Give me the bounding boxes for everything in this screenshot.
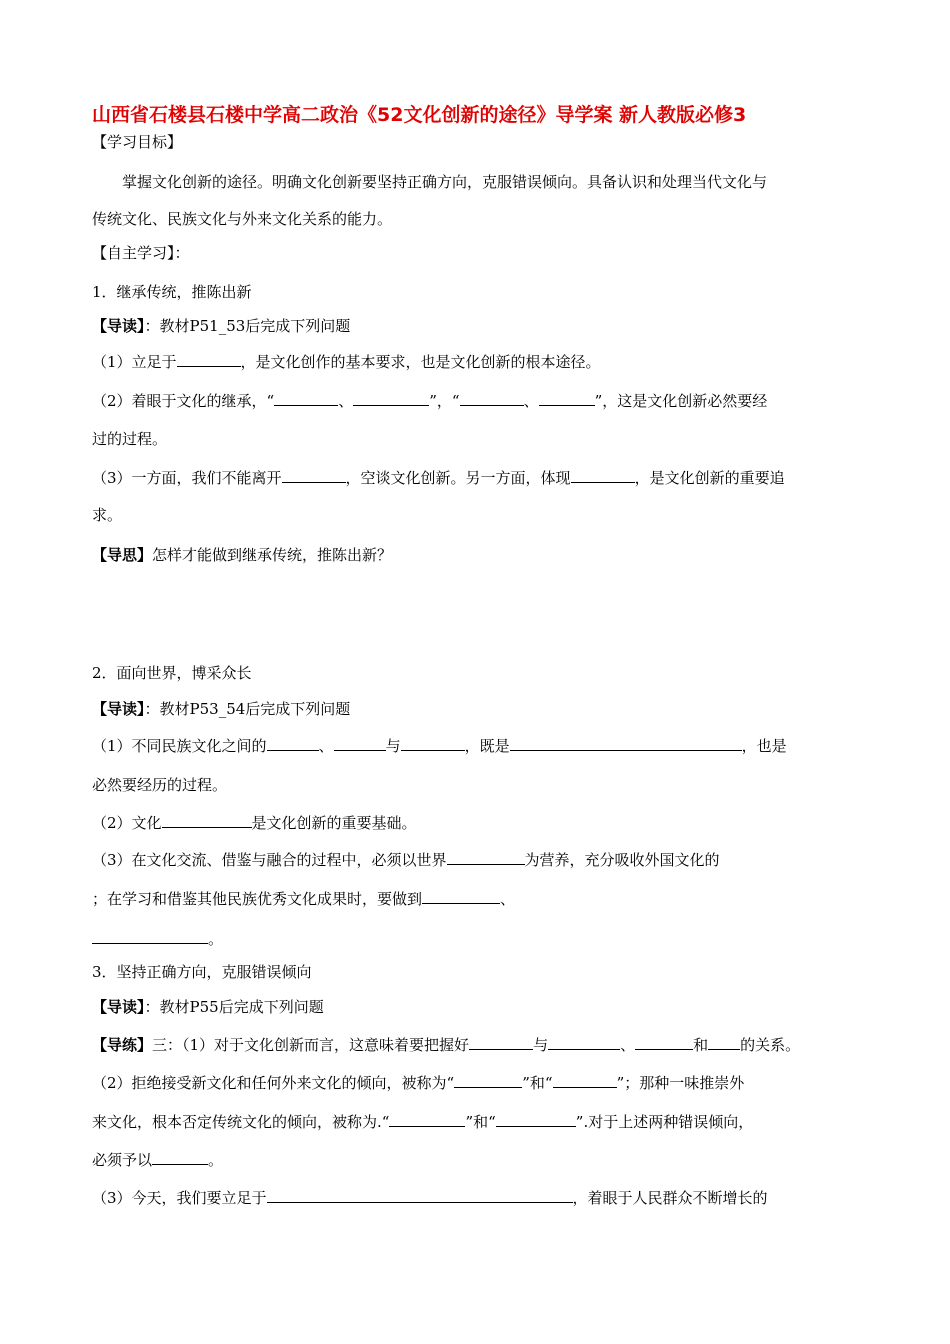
s2-question-3-end: [92, 928, 223, 949]
q-text: ”.对于上述两种错误倾向，: [575, 1113, 754, 1131]
blank: [274, 390, 338, 406]
section-1-think: [92, 545, 392, 565]
q-text: （2）着眼于文化的继承，“: [92, 392, 275, 410]
q-text: ，空谈文化创新。另一方面，体现: [345, 469, 571, 487]
guide-label: 【导读】: [92, 998, 145, 1016]
s2-question-2: [92, 812, 417, 833]
q-text: ”，“: [429, 392, 460, 410]
practice-label: 【导练】: [92, 1036, 153, 1054]
q-text: 、: [500, 890, 516, 908]
s3-practice-2-cont: [92, 1111, 753, 1132]
s3-practice-1: [92, 1034, 800, 1055]
q-text: 与: [533, 1036, 549, 1054]
guide-label: 【导读】: [92, 317, 145, 335]
blank: [496, 1111, 576, 1127]
blank: [267, 1187, 573, 1203]
blank: [548, 1034, 620, 1050]
blank: [454, 1072, 522, 1088]
think-label: 【导思】: [92, 546, 153, 564]
blank: [553, 1072, 617, 1088]
goal-line-1: 掌握文化创新的途径。明确文化创新要坚持正确方向，克服错误倾向。具备认识和处理当代文化与: [122, 173, 768, 191]
q-text: ，着眼于人民群众不断增长的: [572, 1189, 768, 1207]
section-1-guide: [92, 316, 350, 336]
q-text: 。: [208, 930, 224, 948]
blank: [460, 390, 524, 406]
q-text: ”；那种一味推崇外: [616, 1074, 745, 1092]
q-text: ”和“: [522, 1074, 553, 1092]
think-text: 怎样才能做到继承传统，推陈出新？: [152, 546, 393, 564]
blank: [401, 735, 465, 751]
q-text: 是文化创新的重要基础。: [251, 814, 417, 832]
blank: [177, 351, 241, 367]
q-text: ”和“: [465, 1113, 496, 1131]
q-text: 与: [385, 737, 401, 755]
blank: [422, 888, 500, 904]
q-text: 、: [338, 392, 354, 410]
s1-question-2-cont: 过的过程。: [92, 430, 168, 448]
s3-practice-2-end: [92, 1149, 223, 1170]
section-3-heading: 3．坚持正确方向，克服错误倾向: [92, 963, 312, 981]
q-text: （1）不同民族文化之间的: [92, 737, 267, 755]
section-2-heading: 2．面向世界，博采众长: [92, 664, 252, 682]
blank: [510, 735, 742, 751]
s1-question-3: [92, 467, 785, 488]
section-1-heading: 1．继承传统，推陈出新: [92, 283, 252, 301]
s2-question-3: [92, 849, 720, 870]
blank: [389, 1111, 465, 1127]
blank: [447, 849, 525, 865]
blank: [469, 1034, 533, 1050]
q-text: （1）立足于: [92, 353, 177, 371]
blank: [282, 467, 346, 483]
goal-heading: 【学习目标】: [92, 133, 183, 151]
blank: [152, 1149, 208, 1165]
goal-line-2: 传统文化、民族文化与外来文化关系的能力。: [92, 210, 393, 228]
q-text: 必须予以: [92, 1151, 153, 1169]
q-text: 三：（1）对于文化创新而言，这意味着要把握好: [152, 1036, 470, 1054]
s2-question-3-cont: [92, 888, 515, 909]
guide-label: 【导读】: [92, 700, 145, 718]
guide-text: ：教材P55后完成下列问题: [144, 998, 324, 1016]
q-text: 为营养，充分吸收外国文化的: [524, 851, 720, 869]
s1-question-1: [92, 351, 601, 372]
s1-question-2: [92, 390, 767, 411]
blank: [353, 390, 429, 406]
self-study-heading: 【自主学习】：: [92, 244, 190, 262]
s2-question-1-cont: 必然要经历的过程。: [92, 776, 228, 794]
q-text: （2）文化: [92, 814, 162, 832]
section-2-guide: [92, 699, 350, 719]
guide-text: ：教材P51_53后完成下列问题: [144, 317, 351, 335]
blank: [267, 735, 319, 751]
q-text: 、: [620, 1036, 636, 1054]
q-text: ”，这是文化创新必然要经: [594, 392, 768, 410]
s2-question-1: [92, 735, 787, 756]
s3-practice-3: [92, 1187, 768, 1208]
q-text: 。: [208, 1151, 224, 1169]
q-text: 来文化，根本否定传统文化的倾向，被称为.“: [92, 1113, 390, 1131]
q-text: ；在学习和借鉴其他民族优秀文化成果时，要做到: [92, 890, 423, 908]
blank: [635, 1034, 693, 1050]
q-text: （3）一方面，我们不能离开: [92, 469, 282, 487]
document-title: 山西省石楼县石楼中学高二政治《52文化创新的途径》导学案 新人教版必修3: [92, 104, 747, 126]
blank: [539, 390, 595, 406]
q-text: 、: [318, 737, 334, 755]
blank: [334, 735, 386, 751]
guide-text: ：教材P53_54后完成下列问题: [144, 700, 351, 718]
q-text: （3）今天，我们要立足于: [92, 1189, 267, 1207]
section-3-guide: [92, 997, 324, 1017]
blank: [92, 928, 208, 944]
q-text: ，是文化创作的基本要求，也是文化创新的根本途径。: [240, 353, 601, 371]
blank: [162, 812, 252, 828]
q-text: 、: [523, 392, 539, 410]
blank: [708, 1034, 740, 1050]
s3-practice-2: [92, 1072, 744, 1093]
q-text: 的关系。: [740, 1036, 801, 1054]
q-text: （2）拒绝接受新文化和任何外来文化的倾向，被称为“: [92, 1074, 455, 1092]
q-text: （3）在文化交流、借鉴与融合的过程中，必须以世界: [92, 851, 447, 869]
q-text: 和: [693, 1036, 709, 1054]
q-text: ，也是: [741, 737, 787, 755]
blank: [571, 467, 635, 483]
s1-question-3-cont: 求。: [92, 506, 123, 524]
q-text: ，既是: [464, 737, 510, 755]
q-text: ，是文化创新的重要追: [634, 469, 785, 487]
